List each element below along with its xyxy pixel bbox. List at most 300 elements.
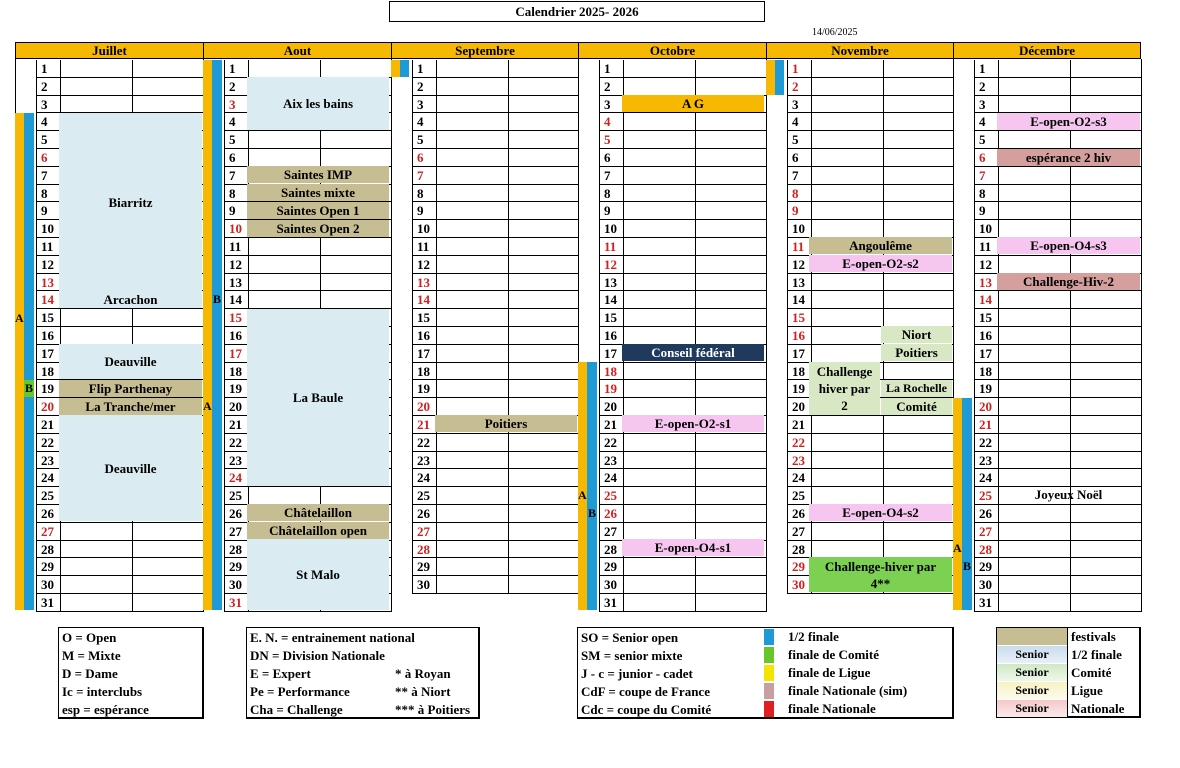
day-number: 22 (229, 434, 242, 450)
day-row[interactable] (599, 131, 766, 149)
day-row[interactable] (599, 256, 766, 274)
cell-divider (248, 291, 249, 308)
cell-divider (811, 78, 812, 95)
day-row[interactable] (974, 469, 1141, 487)
cell-divider (508, 96, 509, 113)
day-row[interactable] (974, 541, 1141, 559)
day-row[interactable] (599, 291, 766, 309)
day-row[interactable] (974, 220, 1141, 238)
cell-divider (1070, 363, 1071, 380)
day-row[interactable] (412, 149, 578, 167)
cell-divider (695, 149, 696, 166)
day-number: 27 (604, 523, 617, 539)
day-number: 28 (979, 541, 992, 557)
day-number: 8 (229, 185, 236, 201)
legend-label: finale Nationale (788, 701, 876, 716)
day-row[interactable] (412, 487, 578, 505)
day-number: 2 (792, 78, 799, 94)
side-letter-dec-b: B (963, 559, 972, 573)
day-number: 16 (792, 328, 805, 343)
cell-divider (508, 380, 509, 397)
cell-divider (436, 558, 437, 575)
day-row[interactable] (36, 309, 203, 327)
day-number: 27 (41, 523, 54, 539)
day-number: 12 (41, 256, 54, 272)
day-row[interactable] (412, 274, 578, 292)
day-row[interactable] (412, 167, 578, 185)
cell-divider (811, 291, 812, 308)
cell-divider (1070, 167, 1071, 184)
event-st-malo[interactable]: St Malo (247, 539, 389, 610)
cell-divider (508, 434, 509, 451)
day-row[interactable] (412, 78, 578, 96)
day-row[interactable] (974, 327, 1141, 345)
day-row[interactable] (412, 541, 578, 559)
cell-divider (695, 576, 696, 593)
cell-divider (508, 487, 509, 504)
day-number: 28 (41, 541, 54, 557)
day-row[interactable] (412, 185, 578, 203)
day-number: 22 (604, 434, 617, 450)
day-row[interactable] (787, 274, 953, 292)
day-row[interactable] (224, 238, 391, 256)
legend-item: M = Mixte (62, 648, 121, 663)
cell-divider (436, 380, 437, 397)
event-challenge-hiver-par-2[interactable]: Challenge hiver par 2 (809, 362, 880, 415)
day-row[interactable] (974, 523, 1141, 541)
cell-divider (436, 469, 437, 486)
day-row[interactable] (974, 256, 1141, 274)
day-row[interactable] (36, 327, 203, 345)
legend-swatch (764, 683, 774, 699)
day-row[interactable] (787, 309, 953, 327)
cell-divider (883, 523, 884, 540)
cell-divider (436, 167, 437, 184)
day-row[interactable] (412, 558, 578, 576)
day-row[interactable] (412, 256, 578, 274)
day-number: 6 (41, 150, 48, 165)
legend-swatch-comite: Senior (997, 664, 1067, 681)
legend-text: * à Royan (395, 666, 451, 681)
cell-divider (695, 380, 696, 397)
day-row[interactable] (36, 96, 203, 114)
day-number: 22 (979, 434, 992, 450)
bar-sep-blue (400, 60, 409, 77)
day-row[interactable] (787, 149, 953, 167)
cell-divider (320, 149, 321, 166)
day-row[interactable] (36, 541, 203, 559)
day-row[interactable] (599, 594, 766, 612)
cell-divider (436, 576, 437, 593)
day-number: 21 (604, 417, 617, 432)
day-row[interactable] (36, 78, 203, 96)
day-row[interactable] (599, 363, 766, 381)
day-row[interactable] (787, 416, 953, 434)
day-number: 17 (979, 345, 992, 361)
day-row[interactable] (787, 78, 953, 96)
day-row[interactable] (974, 576, 1141, 594)
event-e-open-o2-s2[interactable]: E-open-O2-s2 (809, 255, 952, 272)
day-number: 14 (229, 292, 242, 308)
day-number: 4 (792, 114, 799, 130)
cell-divider (320, 256, 321, 273)
cell-divider (695, 256, 696, 273)
cell-divider (811, 113, 812, 130)
day-row[interactable] (974, 309, 1141, 327)
cell-divider (811, 345, 812, 362)
day-number: 24 (604, 470, 617, 486)
cell-divider (508, 185, 509, 202)
day-row[interactable] (412, 576, 578, 594)
day-number: 15 (417, 310, 430, 326)
legend-text: ** à Niort (395, 684, 451, 699)
event-aix-les-bains[interactable]: Aix les bains (247, 77, 389, 130)
event-chatelaillon[interactable]: Châtelaillon (247, 504, 389, 521)
day-row[interactable] (974, 416, 1141, 434)
event-la-rochelle[interactable]: La Rochelle (881, 380, 952, 397)
event-saintes-open-2[interactable]: Saintes Open 2 (247, 220, 389, 237)
day-row[interactable] (412, 131, 578, 149)
day-row[interactable] (412, 202, 578, 220)
cell-divider (436, 220, 437, 237)
cell-divider (248, 131, 249, 148)
day-row[interactable] (974, 434, 1141, 452)
day-row[interactable] (787, 167, 953, 185)
cell-divider (695, 469, 696, 486)
day-number: 5 (417, 132, 424, 148)
day-row[interactable] (974, 398, 1141, 416)
event-saintes-mixte[interactable]: Saintes mixte (247, 184, 389, 201)
cell-divider (60, 576, 61, 593)
cell-divider (436, 541, 437, 558)
day-row[interactable] (599, 505, 766, 523)
day-row[interactable] (224, 60, 391, 78)
day-number: 15 (41, 310, 54, 326)
cell-divider (623, 469, 624, 486)
event-flip-parthenay[interactable]: Flip Parthenay (59, 380, 202, 397)
cell-divider (1070, 398, 1071, 415)
day-number: 12 (417, 256, 430, 272)
cell-divider (695, 505, 696, 522)
cell-divider (436, 202, 437, 219)
cell-divider (695, 523, 696, 540)
cell-divider (998, 469, 999, 486)
day-row[interactable] (599, 380, 766, 398)
day-number: 26 (792, 506, 805, 521)
day-number: 25 (229, 488, 242, 504)
day-row[interactable] (599, 469, 766, 487)
day-row[interactable] (787, 113, 953, 131)
cell-divider (695, 131, 696, 148)
day-number: 26 (979, 506, 992, 521)
cell-divider (436, 505, 437, 522)
day-number: 20 (417, 399, 430, 415)
day-row[interactable] (787, 220, 953, 238)
cell-divider (1070, 523, 1071, 540)
day-number: 3 (229, 96, 236, 112)
day-row[interactable] (412, 309, 578, 327)
day-row[interactable] (787, 523, 953, 541)
cell-divider (1070, 541, 1071, 558)
day-row[interactable] (412, 220, 578, 238)
event-chatelaillon-open[interactable]: Châtelaillon open (247, 522, 389, 539)
day-row[interactable] (974, 291, 1141, 309)
day-row[interactable] (412, 345, 578, 363)
cell-divider (436, 131, 437, 148)
day-row[interactable] (599, 452, 766, 470)
cell-divider (132, 576, 133, 593)
event-la-tranche[interactable]: La Tranche/mer (59, 398, 202, 415)
bar-sep-orange (391, 60, 400, 77)
day-number: 28 (229, 541, 242, 557)
day-number: 13 (41, 274, 54, 290)
event-e-open-o2-s3[interactable]: E-open-O2-s3 (997, 113, 1140, 130)
day-row[interactable] (599, 167, 766, 185)
cell-divider (508, 505, 509, 522)
cell-divider (436, 523, 437, 540)
day-row[interactable] (787, 434, 953, 452)
day-row[interactable] (599, 309, 766, 327)
day-row[interactable] (599, 576, 766, 594)
cell-divider (883, 469, 884, 486)
event-poitiers-sept[interactable]: Poitiers (435, 415, 577, 432)
cell-divider (998, 131, 999, 148)
day-row[interactable] (412, 452, 578, 470)
cell-divider (508, 452, 509, 469)
cell-divider (436, 256, 437, 273)
day-row[interactable] (599, 220, 766, 238)
day-row[interactable] (412, 398, 578, 416)
day-row[interactable] (36, 576, 203, 594)
day-row[interactable] (787, 291, 953, 309)
cell-divider (623, 452, 624, 469)
day-number: 24 (41, 470, 54, 486)
cell-divider (623, 434, 624, 451)
cell-divider (1070, 434, 1071, 451)
day-number: 21 (41, 417, 54, 432)
day-row[interactable] (787, 452, 953, 470)
cell-divider (60, 327, 61, 344)
cell-divider (436, 398, 437, 415)
day-row[interactable] (224, 256, 391, 274)
day-row[interactable] (412, 469, 578, 487)
day-number: 6 (979, 150, 986, 165)
day-row[interactable] (974, 505, 1141, 523)
cell-divider (695, 113, 696, 130)
day-row[interactable] (787, 469, 953, 487)
cell-divider (811, 185, 812, 202)
day-row[interactable] (36, 60, 203, 78)
event-e-open-o4-s2[interactable]: E-open-O4-s2 (809, 504, 952, 521)
day-row[interactable] (599, 434, 766, 452)
day-row[interactable] (974, 345, 1141, 363)
event-niort[interactable]: Niort (881, 326, 952, 343)
bar-aug-blue (212, 60, 222, 610)
cell-divider (998, 185, 999, 202)
day-row[interactable] (974, 131, 1141, 149)
event-challenge-hiver-par-4[interactable]: Challenge-hiver par 4** (809, 557, 952, 592)
cell-divider (811, 487, 812, 504)
side-letter-dec-a: A (953, 541, 962, 555)
event-e-open-o4-s1[interactable]: E-open-O4-s1 (622, 539, 764, 556)
cell-divider (623, 256, 624, 273)
cell-divider (1070, 594, 1071, 611)
day-row[interactable] (974, 185, 1141, 203)
day-row[interactable] (599, 558, 766, 576)
event-angouleme[interactable]: Angoulême (809, 237, 952, 254)
day-row[interactable] (224, 131, 391, 149)
day-row[interactable] (599, 327, 766, 345)
day-number: 25 (792, 488, 805, 504)
day-row[interactable] (412, 380, 578, 398)
event-e-open-o2-s1[interactable]: E-open-O2-s1 (622, 415, 764, 432)
day-row[interactable] (224, 487, 391, 505)
event-esperance-2-hiv[interactable]: espérance 2 hiv (997, 149, 1140, 166)
cell-divider (508, 220, 509, 237)
day-row[interactable] (36, 594, 203, 612)
event-saintes-imp[interactable]: Saintes IMP (247, 166, 389, 183)
day-row[interactable] (787, 131, 953, 149)
event-ag[interactable]: A G (622, 95, 764, 112)
cell-divider (883, 291, 884, 308)
event-conseil-federal[interactable]: Conseil fédéral (622, 344, 764, 361)
day-row[interactable] (787, 202, 953, 220)
day-row[interactable] (412, 327, 578, 345)
day-row[interactable] (412, 96, 578, 114)
day-row[interactable] (787, 60, 953, 78)
day-row[interactable] (787, 541, 953, 559)
day-row[interactable] (974, 202, 1141, 220)
day-row[interactable] (787, 487, 953, 505)
day-row[interactable] (412, 60, 578, 78)
event-deauville-1[interactable]: Deauville (59, 344, 202, 379)
event-e-open-o4-s3[interactable]: E-open-O4-s3 (997, 237, 1140, 254)
event-poitiers-nov[interactable]: Poitiers (881, 344, 952, 361)
day-row[interactable] (224, 291, 391, 309)
day-row[interactable] (599, 523, 766, 541)
day-number: 24 (417, 470, 430, 486)
legend-swatch-ligue: Senior (997, 682, 1067, 699)
day-row[interactable] (974, 363, 1141, 381)
day-row[interactable] (36, 523, 203, 541)
day-number: 11 (229, 239, 242, 254)
side-letter-oct-a: A (578, 488, 587, 502)
cell-divider (623, 131, 624, 148)
side-letter-jul-b: B (25, 381, 34, 395)
day-number: 31 (229, 595, 242, 610)
day-row[interactable] (599, 149, 766, 167)
day-row[interactable] (974, 60, 1141, 78)
day-row[interactable] (599, 185, 766, 203)
day-row[interactable] (974, 96, 1141, 114)
day-row[interactable] (599, 274, 766, 292)
day-number: 28 (604, 541, 617, 557)
day-row[interactable] (412, 523, 578, 541)
day-row[interactable] (599, 398, 766, 416)
cell-divider (623, 220, 624, 237)
day-row[interactable] (412, 291, 578, 309)
cell-divider (998, 594, 999, 611)
day-row[interactable] (974, 380, 1141, 398)
day-number: 29 (979, 559, 992, 575)
day-number: 29 (792, 559, 805, 575)
day-number: 2 (41, 78, 48, 94)
cell-divider (1070, 202, 1071, 219)
day-row[interactable] (787, 185, 953, 203)
day-number: 9 (792, 203, 799, 219)
day-row[interactable] (599, 78, 766, 96)
day-number: 2 (229, 78, 236, 94)
cell-divider (998, 380, 999, 397)
event-saintes-open-1[interactable]: Saintes Open 1 (247, 202, 389, 219)
day-row[interactable] (599, 202, 766, 220)
day-number: 18 (604, 363, 617, 379)
legend-swatch (764, 701, 774, 717)
day-row[interactable] (974, 558, 1141, 576)
day-row[interactable] (599, 60, 766, 78)
legend-item: DN = Division Nationale (250, 648, 385, 663)
day-row[interactable] (974, 78, 1141, 96)
cell-divider (998, 60, 999, 77)
day-row[interactable] (787, 96, 953, 114)
day-row[interactable] (974, 452, 1141, 470)
legend-swatch-festivals (997, 628, 1067, 645)
day-row[interactable] (599, 238, 766, 256)
cell-divider (623, 78, 624, 95)
day-row[interactable] (974, 167, 1141, 185)
day-row[interactable] (412, 434, 578, 452)
day-row[interactable] (36, 558, 203, 576)
day-row[interactable] (224, 149, 391, 167)
day-number: 21 (417, 417, 430, 432)
month-border (766, 59, 767, 612)
cell-divider (695, 487, 696, 504)
day-number: 13 (792, 274, 805, 290)
event-challenge-hiv-2[interactable]: Challenge-Hiv-2 (997, 273, 1140, 290)
day-row[interactable] (412, 238, 578, 256)
cell-divider (998, 327, 999, 344)
day-row[interactable] (224, 274, 391, 292)
day-row[interactable] (412, 505, 578, 523)
day-row[interactable] (974, 594, 1141, 612)
cell-divider (998, 416, 999, 433)
day-number: 23 (41, 452, 54, 468)
event-biarritz[interactable]: Biarritz (59, 113, 202, 291)
event-la-baule[interactable]: La Baule (247, 309, 389, 486)
cell-divider (436, 149, 437, 166)
event-deauville-2[interactable]: Deauville (59, 415, 202, 521)
day-row[interactable] (599, 487, 766, 505)
cell-divider (60, 96, 61, 113)
day-number: 27 (417, 523, 430, 539)
cell-divider (811, 309, 812, 326)
event-comite[interactable]: Comité (881, 398, 952, 415)
day-number: 20 (979, 399, 992, 415)
day-row[interactable] (412, 363, 578, 381)
cell-divider (1070, 291, 1071, 308)
event-arcachon[interactable]: Arcachon (59, 291, 202, 308)
day-number: 10 (604, 221, 617, 237)
event-joyeux-noel[interactable]: Joyeux Noël (1034, 487, 1103, 502)
cell-divider (695, 220, 696, 237)
day-number: 30 (604, 577, 617, 593)
cell-divider (883, 452, 884, 469)
day-row[interactable] (412, 113, 578, 131)
cell-divider (695, 167, 696, 184)
day-row[interactable] (599, 113, 766, 131)
cell-divider (132, 60, 133, 77)
cell-divider (623, 202, 624, 219)
